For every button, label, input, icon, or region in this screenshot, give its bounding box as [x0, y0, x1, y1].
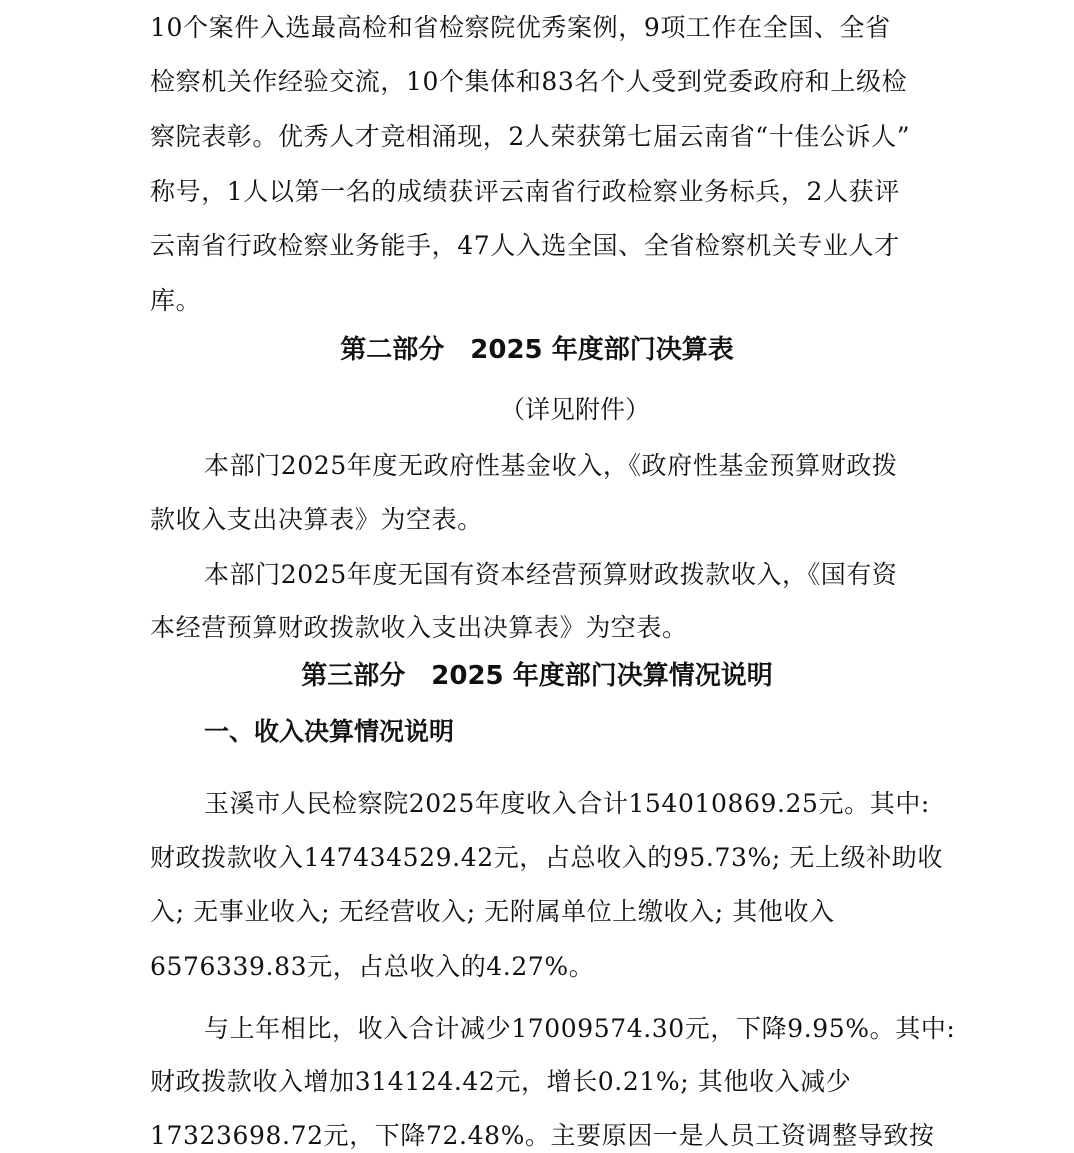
- paragraph-line: 本部门2025年度无国有资本经营预算财政拨款收入，《国有资: [204, 560, 898, 589]
- paragraph-line: 检察机关作经验交流，10个集体和83名个人受到党委政府和上级检: [150, 67, 908, 96]
- paragraph-line: 库。: [150, 286, 202, 315]
- attachment-note: （详见附件）: [499, 395, 650, 424]
- paragraph-line: 察院表彰。优秀人才竞相涌现，2人荣获第七届云南省“十佳公诉人”: [150, 122, 911, 151]
- paragraph-line: 财政拨款收入增加314124.42元，增长0.21%; 其他收入减少: [150, 1067, 852, 1096]
- part-two-title: 第二部分 2025 年度部门决算表: [340, 335, 734, 365]
- income-section-subtitle: 一、收入决算情况说明: [204, 717, 455, 746]
- paragraph-line: 17323698.72元，下降72.48%。主要原因一是人员工资调整导致按: [150, 1121, 935, 1150]
- paragraph-line: 本部门2025年度无政府性基金收入，《政府性基金预算财政拨: [204, 451, 898, 480]
- paragraph-line: 10个案件入选最高检和省检察院优秀案例，9项工作在全国、全省: [150, 13, 891, 42]
- paragraph-line: 财政拨款收入147434529.42元，占总收入的95.73%; 无上级补助收: [150, 843, 944, 872]
- paragraph-line: 玉溪市人民检察院2025年度收入合计154010869.25元。其中:: [204, 789, 930, 818]
- part-three-title: 第三部分 2025 年度部门决算情况说明: [301, 661, 773, 691]
- paragraph-line: 与上年相比，收入合计减少17009574.30元，下降9.95%。其中:: [204, 1014, 956, 1043]
- paragraph-line: 6576339.83元，占总收入的4.27%。: [150, 952, 595, 981]
- paragraph-line: 本经营预算财政拨款收入支出决算表》为空表。: [150, 613, 688, 642]
- paragraph-line: 入; 无事业收入; 无经营收入; 无附属单位上缴收入; 其他收入: [150, 897, 835, 926]
- paragraph-line: 称号，1人以第一名的成绩获评云南省行政检察业务标兵，2人获评: [150, 177, 900, 206]
- paragraph-line: 云南省行政检察业务能手，47人入选全国、全省检察机关专业人才: [150, 231, 900, 260]
- paragraph-line: 款收入支出决算表》为空表。: [150, 505, 483, 534]
